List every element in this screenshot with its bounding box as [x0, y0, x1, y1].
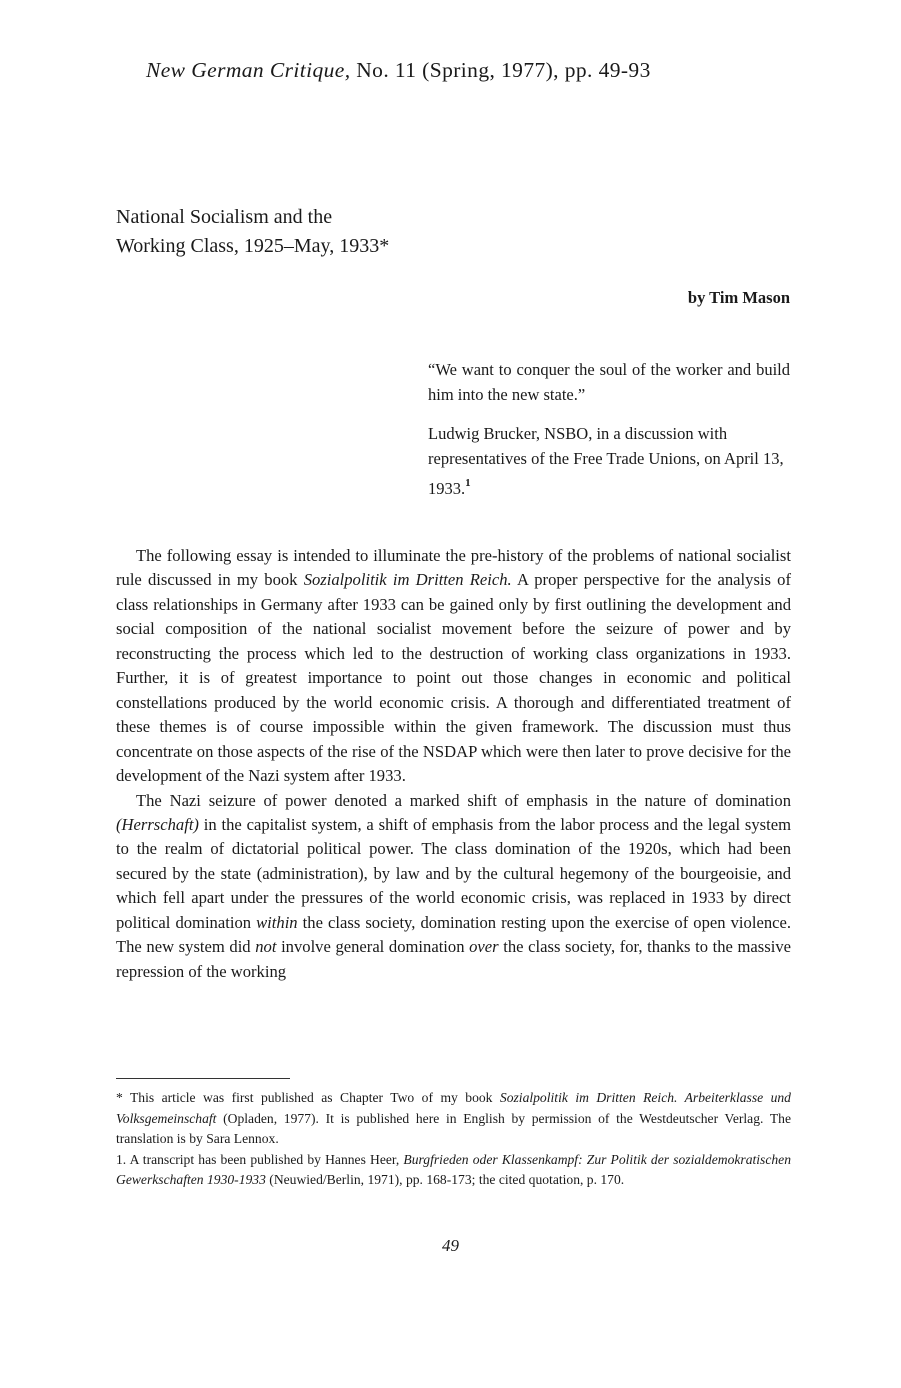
paragraph-text: The Nazi seizure of power denoted a marked shift of emphasis in the nature of domination — [136, 790, 791, 810]
article-title — [116, 203, 389, 261]
footnote-star — [116, 1088, 791, 1150]
footnote-ref-1[interactable]: 1 — [465, 477, 471, 489]
footnote-text: (Opladen, 1977). It is published here in English by permission of the Westdeutscher Verlag. The translation is by Sara Lennox. — [116, 1110, 791, 1146]
emphasis: over — [469, 937, 499, 957]
paragraph-text: involve general domination — [276, 937, 470, 957]
epigraph-attribution: Ludwig Brucker, NSBO, in a discussion with representatives of the Free Trade Unions, on April 13, 1933. — [428, 424, 784, 498]
footnotes — [116, 1088, 791, 1191]
paragraph-text: the class society, for, thanks to the massive repression of the working — [116, 937, 791, 981]
footnote-divider — [116, 1078, 290, 1079]
title-line-2: Working Class, 1925–May, 1933* — [116, 235, 390, 257]
title-line-1: National Socialism and the — [116, 206, 333, 228]
page-number: 49 — [442, 1236, 459, 1255]
author-byline: by Tim Mason — [687, 288, 790, 307]
paragraph-text: the class society, domination resting upon the exercise of open violence. The new system did — [116, 912, 791, 957]
paragraph-text: The following essay is intended to illuminate the pre-history of the problems of national socialist rule discussed in my book — [116, 546, 791, 590]
issue-info: No. 11 (Spring, 1977), pp. 49-93 — [350, 58, 651, 82]
paragraph-text: in the capitalist system, a shift of emphasis from the labor process and the legal system to the realm of dictatorial political power. The class domination of the 1920s, which had been secured by the state (administration), by law and by the cultural hegemony of the bourgeoisie, and which fell apart under the pressures of the world economic crisis, was replaced in 1933 by direct political domination — [116, 814, 791, 932]
journal-citation — [146, 58, 651, 83]
book-title: Burgfrieden oder Klassenkampf: Zur Politik der sozialdemokratischen Gewerkschaften 1930-1933 — [116, 1151, 791, 1187]
article-body — [116, 544, 791, 984]
footnote-text: 1. A transcript has been published by Hannes Heer, — [116, 1151, 404, 1167]
body-paragraph-1 — [116, 544, 791, 789]
journal-name: New German Critique, — [146, 58, 351, 82]
emphasis: within — [256, 912, 298, 932]
book-title: Sozialpolitik im Dritten Reich. — [303, 570, 512, 590]
book-title: Sozialpolitik im Dritten Reich. Arbeiterklasse und Volksgemeinschaft — [116, 1090, 791, 1126]
footnote-text: * This article was first published as Chapter Two of my book — [116, 1090, 500, 1105]
epigraph-quote: “We want to conquer the soul of the worker and build him into the new state.” — [428, 360, 790, 404]
footnote-text: (Neuwied/Berlin, 1971), pp. 168-173; the cited quotation, p. 170. — [265, 1172, 625, 1187]
emphasis: not — [255, 937, 277, 957]
german-term: (Herrschaft) — [116, 814, 199, 834]
paragraph-text: A proper perspective for the analysis of class relationships in Germany after 1933 can be gained only by first outlining the development and social composition of the national socialist movement before the seizure of power and by reconstructing the process which led to the destruction of working class organizations in 1933. Further, it is of greatest importance to point out those changes in economic and political constellations produced by the world economic crisis. A thorough and differentiated treatment of these themes is of course impossible within the given framework. The discussion must thus concentrate on those aspects of the rise of the NSDAP which were then later to prove decisive for the development of the Nazi system after 1933. — [116, 570, 791, 786]
body-paragraph-2 — [116, 789, 791, 985]
footnote-1 — [116, 1150, 791, 1191]
epigraph-source — [428, 422, 790, 502]
